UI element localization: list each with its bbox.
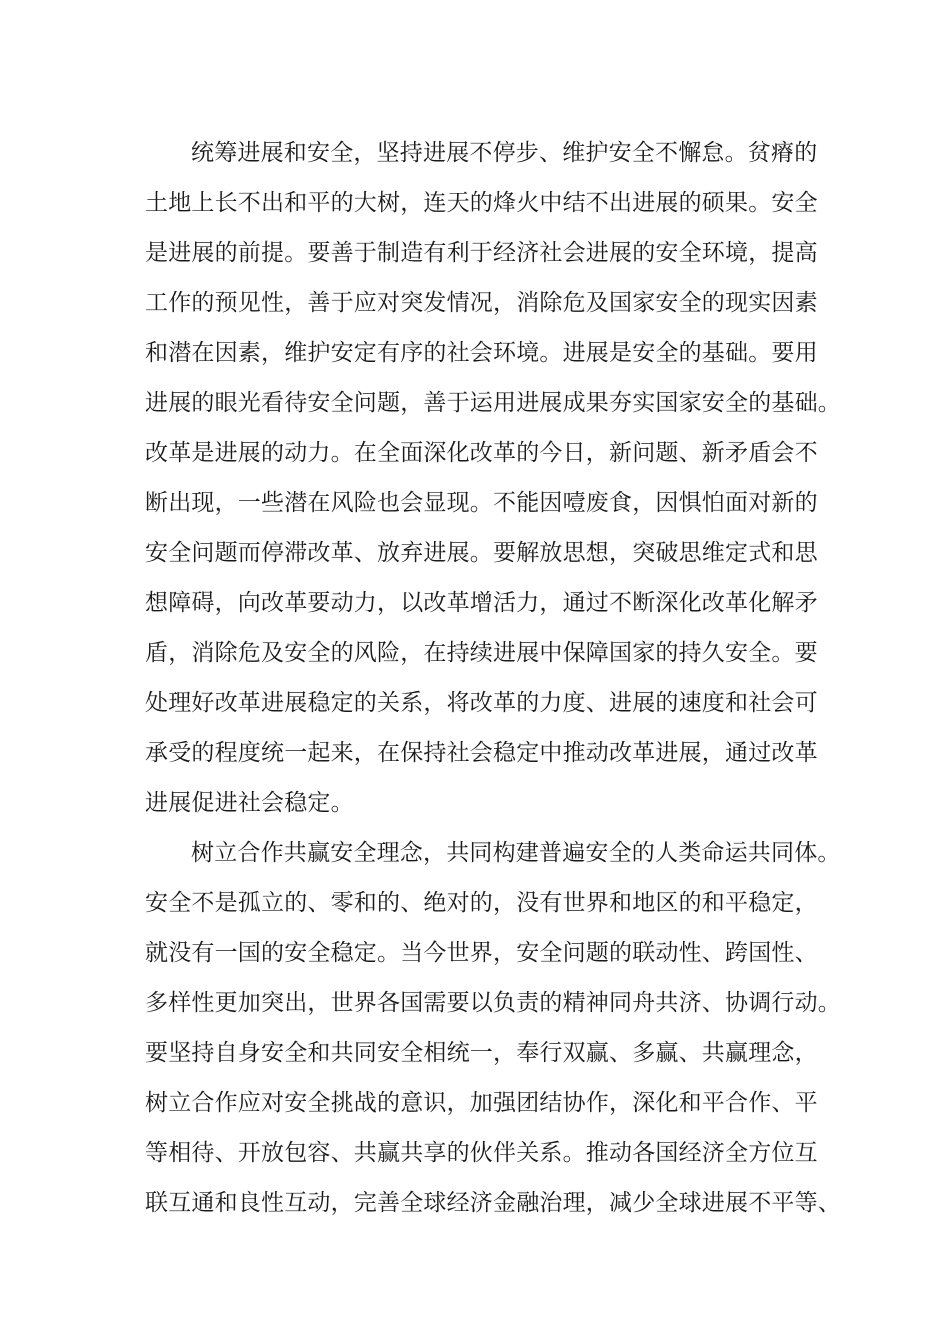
text-line: 要坚持自身安全和共同安全相统一，奉行双赢、多赢、共赢理念， bbox=[145, 1040, 818, 1066]
paragraph-1 bbox=[145, 128, 841, 828]
text-line: 联互通和良性互动，完善全球经济金融治理，减少全球进展不平等、 bbox=[145, 1190, 841, 1216]
text-line: 统筹进展和安全，坚持进展不停步、维护安全不懈怠。贫瘠的 bbox=[191, 140, 818, 166]
text-line: 和潜在因素，维护安定有序的社会环境。进展是安全的基础。要用 bbox=[145, 340, 818, 366]
text-line: 进展的眼光看待安全问题，善于运用进展成果夯实国家安全的基础。 bbox=[145, 390, 841, 416]
text-line: 进展促进社会稳定。 bbox=[145, 790, 354, 816]
text-line: 树立合作应对安全挑战的意识，加强团结协作，深化和平合作、平 bbox=[145, 1090, 818, 1116]
text-line: 等相待、开放包容、共赢共享的伙伴关系。推动各国经济全方位互 bbox=[145, 1140, 818, 1166]
text-line: 多样性更加突出，世界各国需要以负责的精神同舟共济、协调行动。 bbox=[145, 990, 841, 1016]
text-line: 改革是进展的动力。在全面深化改革的今日，新问题、新矛盾会不 bbox=[145, 440, 818, 466]
text-line: 安全不是孤立的、零和的、绝对的，没有世界和地区的和平稳定， bbox=[145, 890, 818, 916]
text-line: 土地上长不出和平的大树，连天的烽火中结不出进展的硕果。安全 bbox=[145, 190, 818, 216]
text-line: 处理好改革进展稳定的关系，将改革的力度、进展的速度和社会可 bbox=[145, 690, 818, 716]
text-line: 就没有一国的安全稳定。当今世界，安全问题的联动性、跨国性、 bbox=[145, 940, 818, 966]
text-line: 树立合作共赢安全理念，共同构建普遍安全的人类命运共同体。 bbox=[191, 840, 841, 866]
text-line: 想障碍，向改革要动力，以改革增活力，通过不断深化改革化解矛 bbox=[145, 590, 818, 616]
document-body bbox=[145, 128, 841, 1228]
text-line: 承受的程度统一起来，在保持社会稳定中推动改革进展，通过改革 bbox=[145, 740, 818, 766]
text-line: 安全问题而停滞改革、放弃进展。要解放思想，突破思维定式和思 bbox=[145, 540, 818, 566]
text-line: 是进展的前提。要善于制造有利于经济社会进展的安全环境，提高 bbox=[145, 240, 818, 266]
text-line: 断出现，一些潜在风险也会显现。不能因噎废食，因惧怕面对新的 bbox=[145, 490, 818, 516]
text-line: 盾，消除危及安全的风险，在持续进展中保障国家的持久安全。要 bbox=[145, 640, 818, 666]
text-line: 工作的预见性，善于应对突发情况，消除危及国家安全的现实因素 bbox=[145, 290, 818, 316]
paragraph-2 bbox=[145, 828, 841, 1228]
